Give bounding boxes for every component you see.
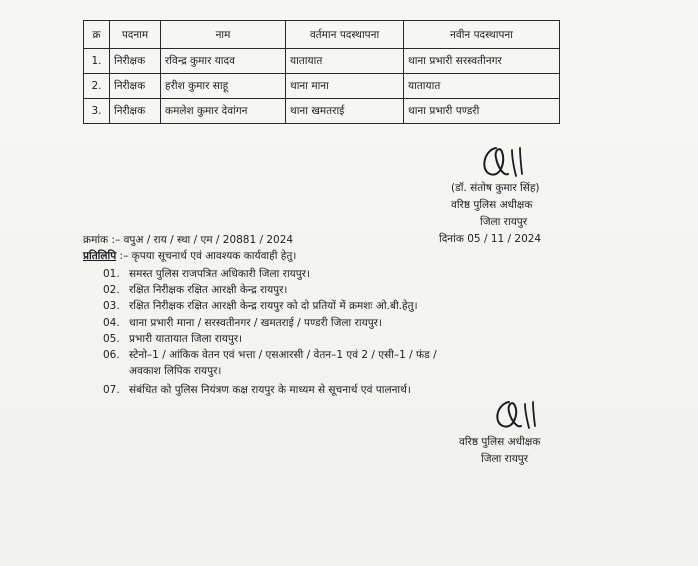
header-serial: क्र [84, 21, 110, 49]
copy-to-list [103, 266, 583, 399]
cell-current-posting: थाना खमतराई [286, 99, 404, 124]
copy-to-text: :– कृपया सूचनार्थ एवं आवश्यक कार्यवाही हेतु। [119, 250, 297, 262]
cell-post: निरीक्षक [110, 49, 161, 74]
signatory-block [451, 180, 540, 231]
signatory-district: जिला रायपुर [480, 216, 528, 228]
cell-new-posting: थाना प्रभारी पण्डरी [404, 99, 560, 124]
list-item-number: 02. [103, 284, 120, 297]
list-item-number: 04. [103, 316, 120, 329]
list-item-text: रक्षित निरीक्षक रक्षित आरक्षी केन्द्र रायपुर को दो प्रतियों में क्रमशः ओ.बी.हेतु। [129, 300, 418, 313]
cell-current-posting: थाना माना [286, 74, 404, 99]
list-item-number: 01. [103, 268, 120, 280]
cell-name: रविन्द्र कुमार यादव [161, 49, 286, 74]
list-item-number: 06. [103, 349, 120, 362]
list-item-text-line2: अवकाश लिपिक रायपुर। [129, 365, 222, 378]
cell-post: निरीक्षक [110, 99, 161, 124]
cell-serial: 1. [84, 49, 110, 74]
cell-post: निरीक्षक [110, 74, 161, 99]
list-item-text [129, 347, 583, 379]
signature-image-bottom [489, 398, 541, 432]
list-item-text: समस्त पुलिस राजपत्रित अधिकारी जिला रायपुर। [129, 268, 310, 280]
signatory-designation: वरिष्ठ पुलिस अधीक्षक [451, 199, 533, 211]
list-item-text: थाना प्रभारी माना / सरस्वतीनगर / खमतराई / पण्डरी जिला रायपुर। [129, 316, 382, 329]
table-header-row [84, 21, 560, 49]
list-item-number: 05. [103, 332, 120, 345]
cell-new-posting: थाना प्रभारी सरस्वतीनगर [404, 49, 560, 74]
header-name: नाम [161, 21, 286, 49]
cell-current-posting: यातायात [286, 49, 404, 74]
list-item-number: 03. [103, 300, 120, 313]
reference-number: क्रमांक :– वपुअ / राय / स्था / एम / 20881 / 2024 [83, 234, 294, 246]
copy-to-label: प्रतिलिपि [83, 250, 117, 262]
copy-to-heading [83, 249, 296, 263]
header-post: पदनाम [110, 21, 161, 49]
list-item-number: 07. [103, 384, 120, 397]
list-item [103, 331, 583, 347]
list-item-text: रक्षित निरीक्षक रक्षित आरक्षी केन्द्र रायपुर। [129, 284, 288, 297]
bottom-signatory-block [459, 434, 540, 468]
bottom-signatory-district: जिला रायपुर [481, 453, 529, 465]
cell-serial: 3. [84, 99, 110, 124]
table-row [84, 49, 560, 74]
signatory-name: (डॉ. संतोष कुमार सिंह) [451, 182, 540, 194]
list-item [103, 347, 583, 379]
list-item [103, 315, 583, 331]
list-item-text: प्रभारी यातायात जिला रायपुर। [129, 332, 243, 345]
list-item [103, 298, 583, 314]
bottom-signatory-designation: वरिष्ठ पुलिस अधीक्षक [459, 436, 541, 448]
list-item [103, 282, 583, 298]
signature-image [474, 144, 532, 180]
list-item-text: संबंधित को पुलिस नियंत्रण कक्ष रायपुर के माध्यम से सूचनार्थ एवं पालनार्थ। [129, 384, 411, 397]
cell-new-posting: यातायात [404, 74, 560, 99]
cell-name: कमलेश कुमार देवांगन [161, 99, 286, 124]
table-row [84, 74, 560, 99]
cell-serial: 2. [84, 74, 110, 99]
header-current-posting: वर्तमान पदस्थापना [286, 21, 404, 49]
reference-date: दिनांक 05 / 11 / 2024 [439, 233, 542, 245]
list-item [103, 266, 583, 282]
cell-name: हरीश कुमार साहू [161, 74, 286, 99]
transfer-table [83, 20, 560, 124]
list-item-text-line1: स्टेनो–1 / आंकिक वेतन एवं भत्ता / एसआरसी / वेतन–1 एवं 2 / एसी–1 / फंड / [129, 349, 437, 362]
header-new-posting: नवीन पदस्थापना [404, 21, 560, 49]
list-item [103, 382, 583, 398]
table-row [84, 99, 560, 124]
